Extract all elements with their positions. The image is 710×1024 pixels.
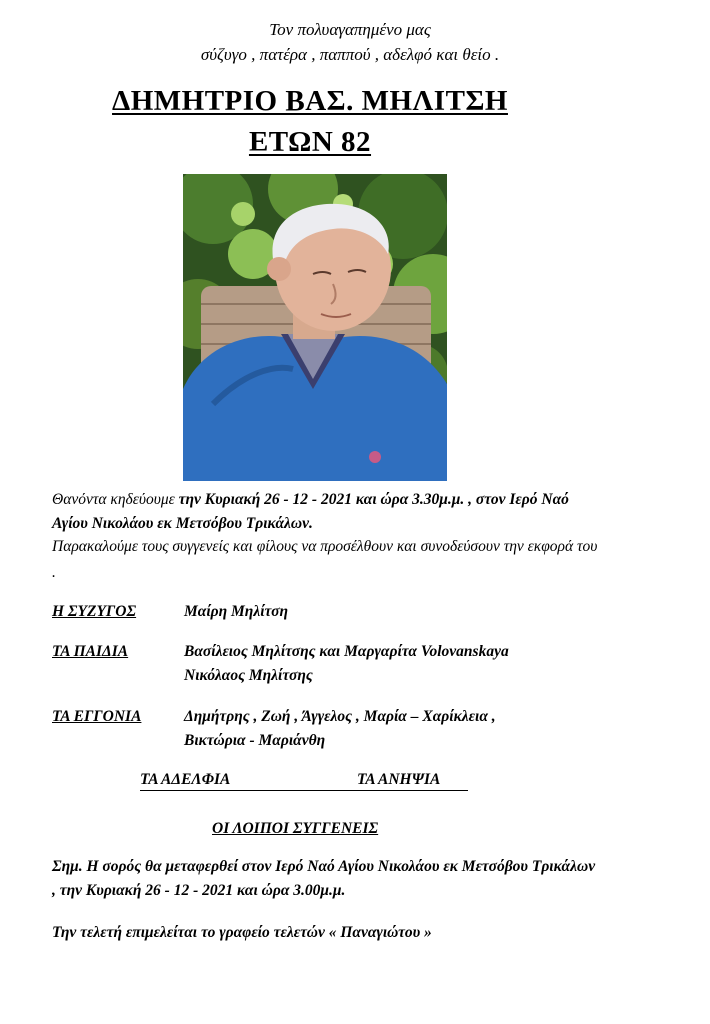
siblings-nephews-row (140, 771, 468, 791)
funeral-church: Αγίου Νικολάου εκ Μετσόβου Τρικάλων. (52, 515, 313, 532)
grandchildren-line-2: Βικτώρια - Μαριάνθη (184, 732, 326, 749)
funeral-date-time: την Κυριακή 26 - 12 - 2021 και ώρα 3.30μ.μ. , στον Ιερό Ναό (178, 491, 569, 508)
children-label: ΤΑ ΠΑΙΔΙΑ (52, 643, 129, 660)
funeral-line-1 (52, 491, 569, 509)
deceased-name: ΔΗΜΗΤΡΙΟ ΒΑΣ. ΜΗΛΙΤΣΗ (112, 85, 508, 117)
spouse-name: Μαίρη Μηλίτση (184, 603, 289, 620)
portrait-illustration (183, 174, 447, 481)
undertaker-line: Την τελετή επιμελείται το γραφείο τελετών « Παναγιώτου » (52, 924, 432, 941)
funeral-dot: . (52, 564, 56, 581)
nephews-label: ΤΑ ΑΝΗΨΙΑ (357, 771, 441, 788)
children-line-2: Νικόλαος Μηλίτσης (184, 667, 313, 684)
intro-line-1: Τον πολυαγαπημένο μας (269, 20, 431, 39)
grandchildren-line-1: Δημήτρης , Ζωή , Άγγελος , Μαρία – Χαρίκλεια , (184, 708, 496, 725)
grandchildren-label: ΤΑ ΕΓΓΟΝΙΑ (52, 708, 142, 725)
note-line-1: Σημ. Η σορός θα μεταφερθεί στον Ιερό Ναό Αγίου Νικολάου εκ Μετσόβου Τρικάλων (52, 858, 596, 875)
funeral-invitation: Παρακαλούμε τους συγγενείς και φίλους να προσέλθουν και συνοδεύσουν την εκφορά του (52, 538, 598, 555)
children-line-1: Βασίλειος Μηλίτσης και Μαργαρίτα Volovanskaya (184, 643, 509, 660)
intro-line-2: σύζυγο , πατέρα , παππού , αδελφό και θείο . (200, 45, 500, 64)
relatives-label: ΟΙ ΛΟΙΠΟΙ ΣΥΓΓΕΝΕΙΣ (212, 820, 379, 837)
note-line-2: , την Κυριακή 26 - 12 - 2021 και ώρα 3.00μ.μ. (52, 882, 346, 899)
spouse-label: Η ΣΥΖΥΓΟΣ (52, 603, 137, 620)
siblings-label: ΤΑ ΑΔΕΛΦΙΑ (140, 771, 231, 788)
funeral-lead: Θανόντα κηδεύουμε (52, 491, 179, 508)
deceased-age: ΕΤΩΝ 82 (248, 126, 372, 158)
portrait-photo (183, 174, 447, 481)
